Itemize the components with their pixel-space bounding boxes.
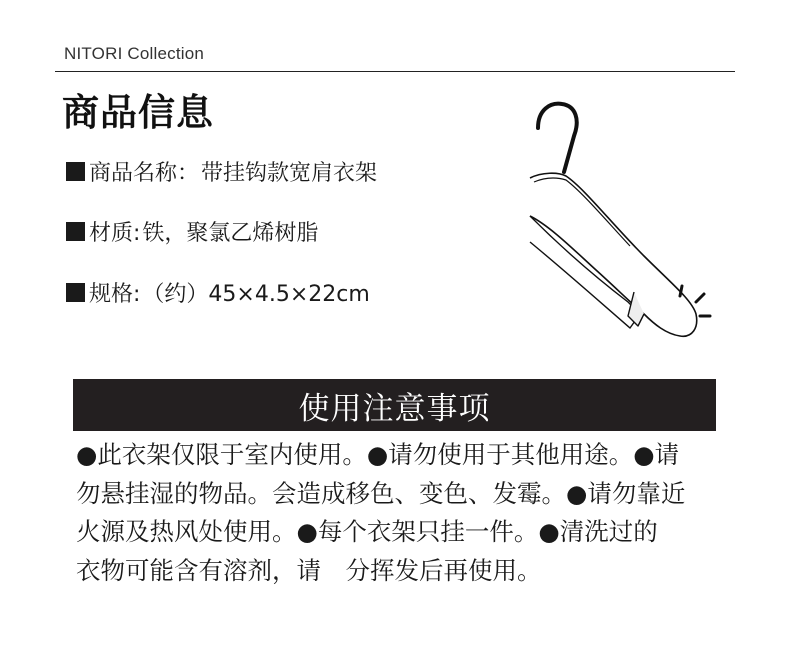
notice-text-block bbox=[76, 436, 721, 590]
notice-line: ●此衣架仅限于室内使用。●请勿使用于其他用途。●请 bbox=[76, 440, 680, 469]
black-square-icon bbox=[66, 222, 85, 241]
hanger-icon bbox=[520, 96, 720, 356]
motion-tick bbox=[680, 286, 682, 296]
notice-header-bar bbox=[73, 379, 716, 431]
spec-value: （约）45×4.5×22cm bbox=[142, 282, 370, 307]
brand-name: NITORI Collection bbox=[64, 44, 205, 63]
notice-line: 衣物可能含有溶剂，请 分挥发后再使用。 bbox=[76, 555, 542, 585]
spec-value: 带挂钩款宽肩衣架 bbox=[201, 161, 378, 186]
black-square-icon bbox=[66, 162, 85, 181]
header-divider bbox=[55, 71, 735, 72]
spec-value: 铁，聚氯乙烯树脂 bbox=[142, 221, 319, 246]
notice-line: 火源及热风处使用。●每个衣架只挂一件。●清洗过的 bbox=[76, 517, 658, 546]
spec-label: 规格: bbox=[89, 282, 141, 307]
black-square-icon bbox=[66, 283, 85, 302]
notice-title: 使用注意事项 bbox=[298, 390, 491, 427]
spec-label: 材质: bbox=[89, 221, 141, 246]
spec-row-material bbox=[66, 216, 318, 247]
hanger-hook bbox=[538, 104, 577, 172]
hanger-body bbox=[530, 173, 697, 336]
notice-line: 勿悬挂湿的物品。会造成移色、变色、发霉。●请勿靠近 bbox=[76, 478, 686, 508]
spec-label: 商品名称： bbox=[89, 161, 200, 186]
spec-row-size bbox=[66, 277, 370, 308]
spec-row-name bbox=[66, 156, 377, 187]
page-title: 商品信息 bbox=[62, 91, 214, 134]
motion-tick bbox=[696, 294, 704, 302]
